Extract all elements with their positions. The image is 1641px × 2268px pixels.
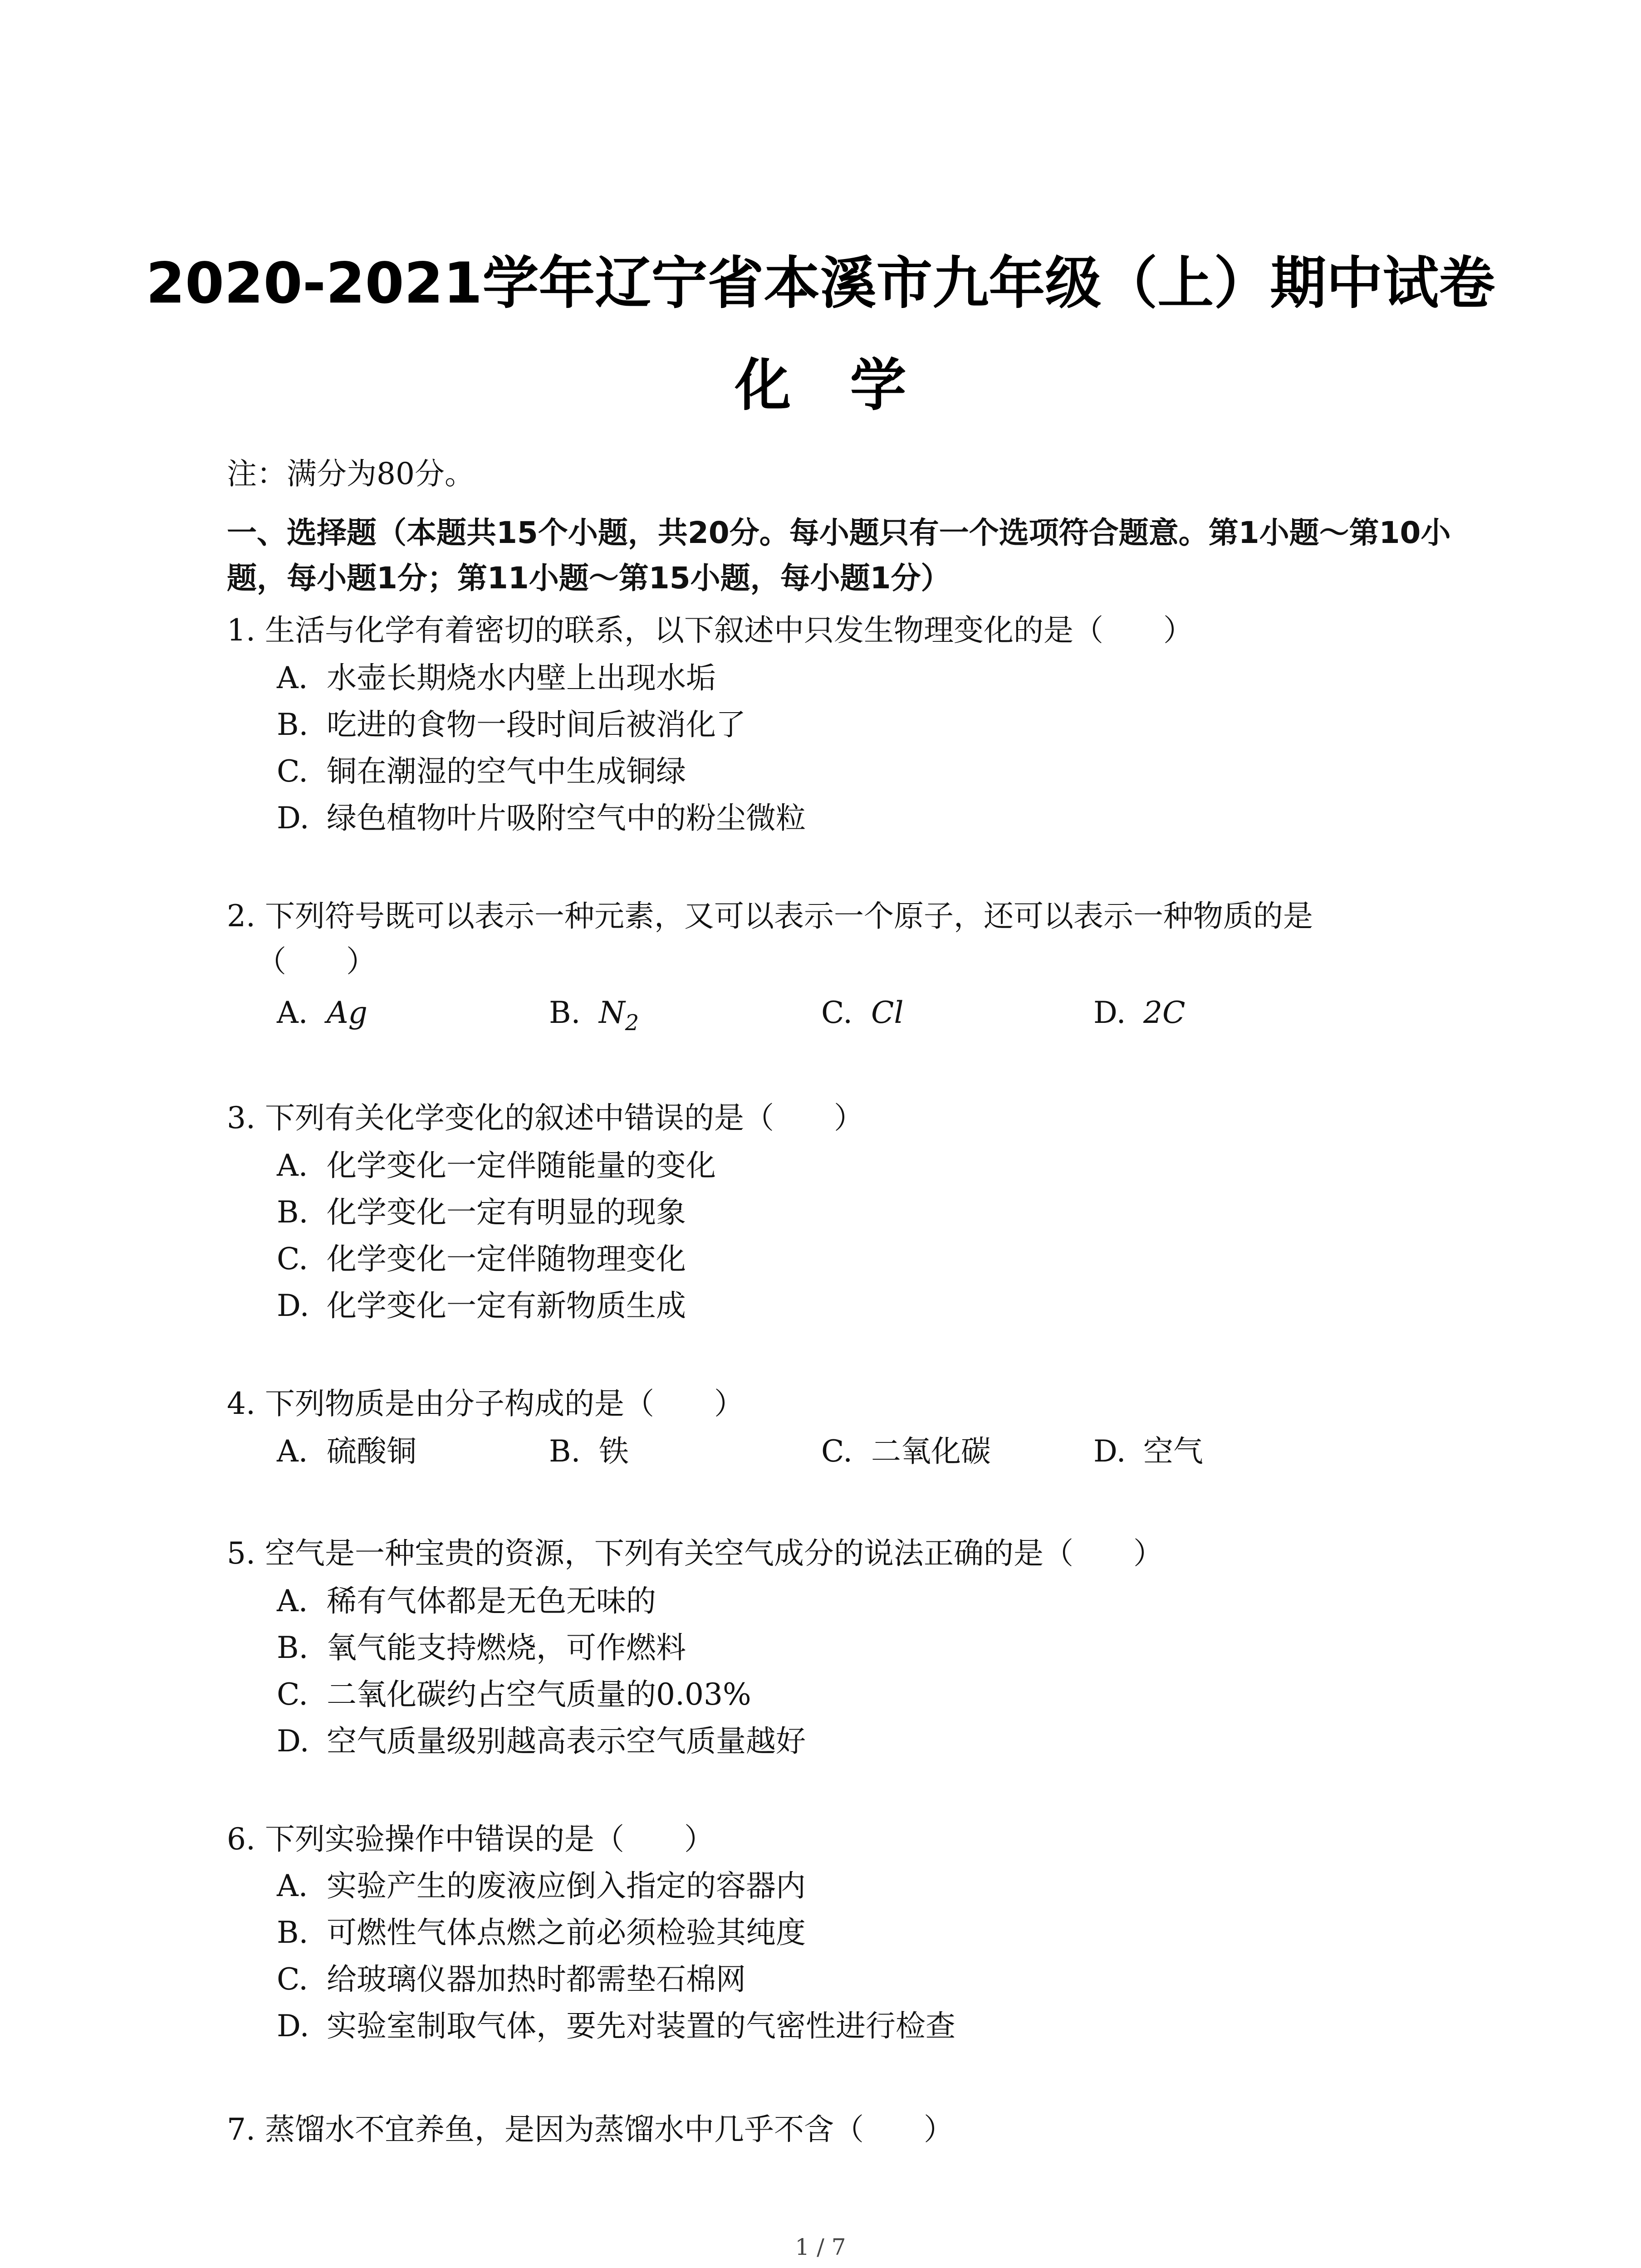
question-2-option-b: B. $N_2$ xyxy=(549,995,639,1036)
question-2-option-d: D. 2C xyxy=(1093,995,1185,1030)
question-4-option-b: B. 铁 xyxy=(549,1434,629,1469)
question-3-option-d: D. 化学变化一定有新物质生成 xyxy=(277,1288,686,1323)
question-6-option-b: B. 可燃性气体点燃之前必须检验其纯度 xyxy=(277,1915,806,1950)
question-6-option-c: C. 给玻璃仪器加热时都需垫石棉网 xyxy=(277,1962,746,1997)
question-4-option-a: A. 硫酸铜 xyxy=(277,1434,416,1469)
subject-title: 化学 xyxy=(735,353,965,418)
question-2-option-a: A. Ag xyxy=(277,995,367,1030)
question-1-option-a: A. 水壶长期烧水内壁上出现水垢 xyxy=(277,660,716,695)
question-5-option-b: B. 氧气能支持燃烧，可作燃料 xyxy=(277,1630,686,1665)
score-note: 注：满分为80分。 xyxy=(227,456,475,491)
question-1-option-b: B. 吃进的食物一段时间后被消化了 xyxy=(277,707,746,742)
question-3-option-a: A. 化学变化一定伴随能量的变化 xyxy=(277,1148,716,1183)
question-5-option-d: D. 空气质量级别越高表示空气质量越好 xyxy=(277,1724,806,1759)
page-number: 1 / 7 xyxy=(795,2234,846,2260)
question-1-option-d: D. 绿色植物叶片吸附空气中的粉尘微粒 xyxy=(277,801,806,836)
question-6-option-d: D. 实验室制取气体，要先对装置的气密性进行检查 xyxy=(277,2009,955,2043)
question-6-option-a: A. 实验产生的废液应倒入指定的容器内 xyxy=(277,1868,806,1903)
question-7-stem: 7. 蒸馏水不宜养鱼，是因为蒸馏水中几乎不含（ ） xyxy=(227,2112,954,2147)
question-5-stem: 5. 空气是一种宝贵的资源，下列有关空气成分的说法正确的是（ ） xyxy=(227,1536,1163,1571)
question-5-option-a: A. 稀有气体都是无色无味的 xyxy=(277,1584,656,1618)
question-1-stem: 1. 生活与化学有着密切的联系，以下叙述中只发生物理变化的是（ ） xyxy=(227,613,1193,648)
question-1-option-c: C. 铜在潮湿的空气中生成铜绿 xyxy=(277,754,686,789)
section-heading-line1: 一、选择题（本题共15个小题，共20分。每小题只有一个选项符合题意。第1小题～第10小 xyxy=(227,515,1451,550)
question-5-option-c: C. 二氧化碳约占空气质量的0.03% xyxy=(277,1677,751,1712)
question-3-option-c: C. 化学变化一定伴随物理变化 xyxy=(277,1242,686,1276)
question-2-stem: 2. 下列符号既可以表示一种元素，又可以表示一个原子，还可以表示一种物质的是 xyxy=(227,899,1313,934)
page-title: 2020-2021学年辽宁省本溪市九年级（上）期中试卷 xyxy=(146,251,1495,316)
question-3-option-b: B. 化学变化一定有明显的现象 xyxy=(277,1195,686,1230)
question-4-option-d: D. 空气 xyxy=(1093,1434,1203,1469)
question-2-option-c: C. Cl xyxy=(821,995,904,1030)
question-2-stem-continued: （ ） xyxy=(256,944,376,979)
section-heading-line2: 题，每小题1分；第11小题～第15小题，每小题1分） xyxy=(227,561,951,596)
question-6-stem: 6. 下列实验操作中错误的是（ ） xyxy=(227,1822,714,1857)
question-4-stem: 4. 下列物质是由分子构成的是（ ） xyxy=(227,1386,744,1421)
question-4-option-c: C. 二氧化碳 xyxy=(821,1434,991,1469)
question-3-stem: 3. 下列有关化学变化的叙述中错误的是（ ） xyxy=(227,1100,864,1135)
